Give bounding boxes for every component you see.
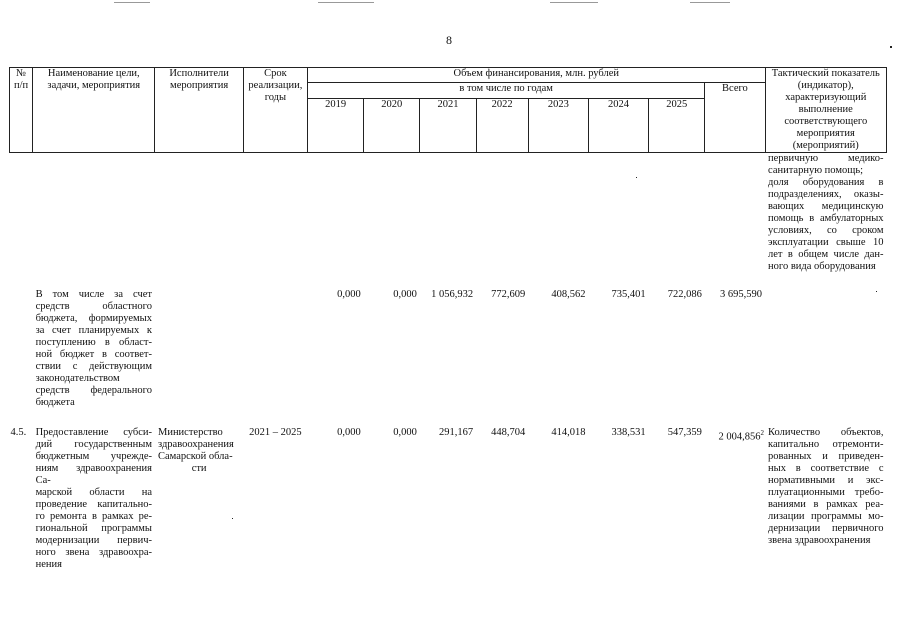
header-executors: Исполнители мероприятия (155, 68, 243, 153)
page-number: 8 (446, 33, 452, 47)
value-total: 2 004,856$^2$ (718, 428, 765, 442)
value-2023: 408,562 (551, 288, 586, 300)
period: 2021 – 2025 (249, 426, 302, 438)
header-name: Наименование цели, задачи, мероприятия (33, 68, 155, 153)
header-year: 2024 (588, 99, 648, 153)
indicator-continuation: первичную медико- санитарную помощь; доля оборудования в подразделениях, оказы- вающих медицинскую помощь в амбулаторных условиях, со сроком эксплуатации свыше 10 лет в общем числе дан- ного вида оборудования (768, 153, 884, 272)
value-2019: 0,000 (337, 426, 361, 438)
value-2024: 338,531 (611, 426, 646, 438)
scan-artifact-line (114, 2, 150, 3)
header-year: 2021 (420, 99, 476, 153)
footnote-mark: 2 (760, 428, 765, 437)
header-indicator: Тактический показатель (индикатор), характеризующий выполнение соответствующего мероприятия (мероприятий) (765, 68, 886, 153)
scan-artifact-line (690, 2, 730, 3)
scan-speck (890, 46, 892, 48)
regional-budget-name: В том числе за счет средств областного бюджета, формируемых за счет планируемых к поступлению в област- ной бюджет в соответ- ствии с действующим законодательством средств федерального бюджета (35, 288, 152, 408)
header-year: 2025 (649, 99, 705, 153)
value-2020: 0,000 (393, 426, 417, 438)
value-2022: 772,609 (491, 288, 526, 300)
value-2021: 291,167 (438, 426, 474, 438)
indicator: Количество объектов, капитально отремонти- рованных и приведен- ных в соответствие с нормативными и экс- плуатационными требо- ваниями в рамках реа- лизации программы мо- дернизации первичного звена здравоохранения (768, 426, 884, 546)
row-number: 4.5. (10, 426, 27, 438)
header-period: Срок реализации, годы (243, 68, 307, 153)
header-year: 2023 (528, 99, 588, 153)
header-by-years: в том числе по годам (308, 83, 705, 99)
header-year: 2019 (308, 99, 364, 153)
funding-table (9, 67, 887, 571)
measure-name: Предоставление субси- дий государственным бюджетным учрежде- ниям здравоохранения Са- марской области на проведение капитально- го ремонта в рамках ре- гиональной программы модернизации первич- ного звена здравоохра- нения (35, 426, 152, 570)
executor: Министерство здравоохранения Самарской обла- сти (157, 426, 234, 474)
header-year: 2022 (476, 99, 528, 153)
value-2022: 448,704 (491, 426, 526, 438)
value-2021: 1 056,932 (431, 288, 474, 300)
value-2020: 0,000 (393, 288, 417, 300)
value-2025: 547,359 (667, 426, 702, 438)
header-funding: Объем финансирования, млн. рублей (308, 68, 766, 83)
value-2024: 735,401 (611, 288, 646, 300)
header-year: 2020 (364, 99, 420, 153)
value-2025: 722,086 (667, 288, 702, 300)
header-num: № п/п (10, 68, 33, 153)
table-row (10, 289, 887, 427)
value-2023: 414,018 (551, 426, 586, 438)
scan-artifact-line (550, 2, 598, 3)
scan-artifact-line (318, 2, 374, 3)
value-2019: 0,000 (337, 288, 361, 300)
value-total: 3 695,590 (720, 288, 763, 300)
header-total: Всего (705, 83, 765, 153)
table-row (10, 427, 887, 571)
